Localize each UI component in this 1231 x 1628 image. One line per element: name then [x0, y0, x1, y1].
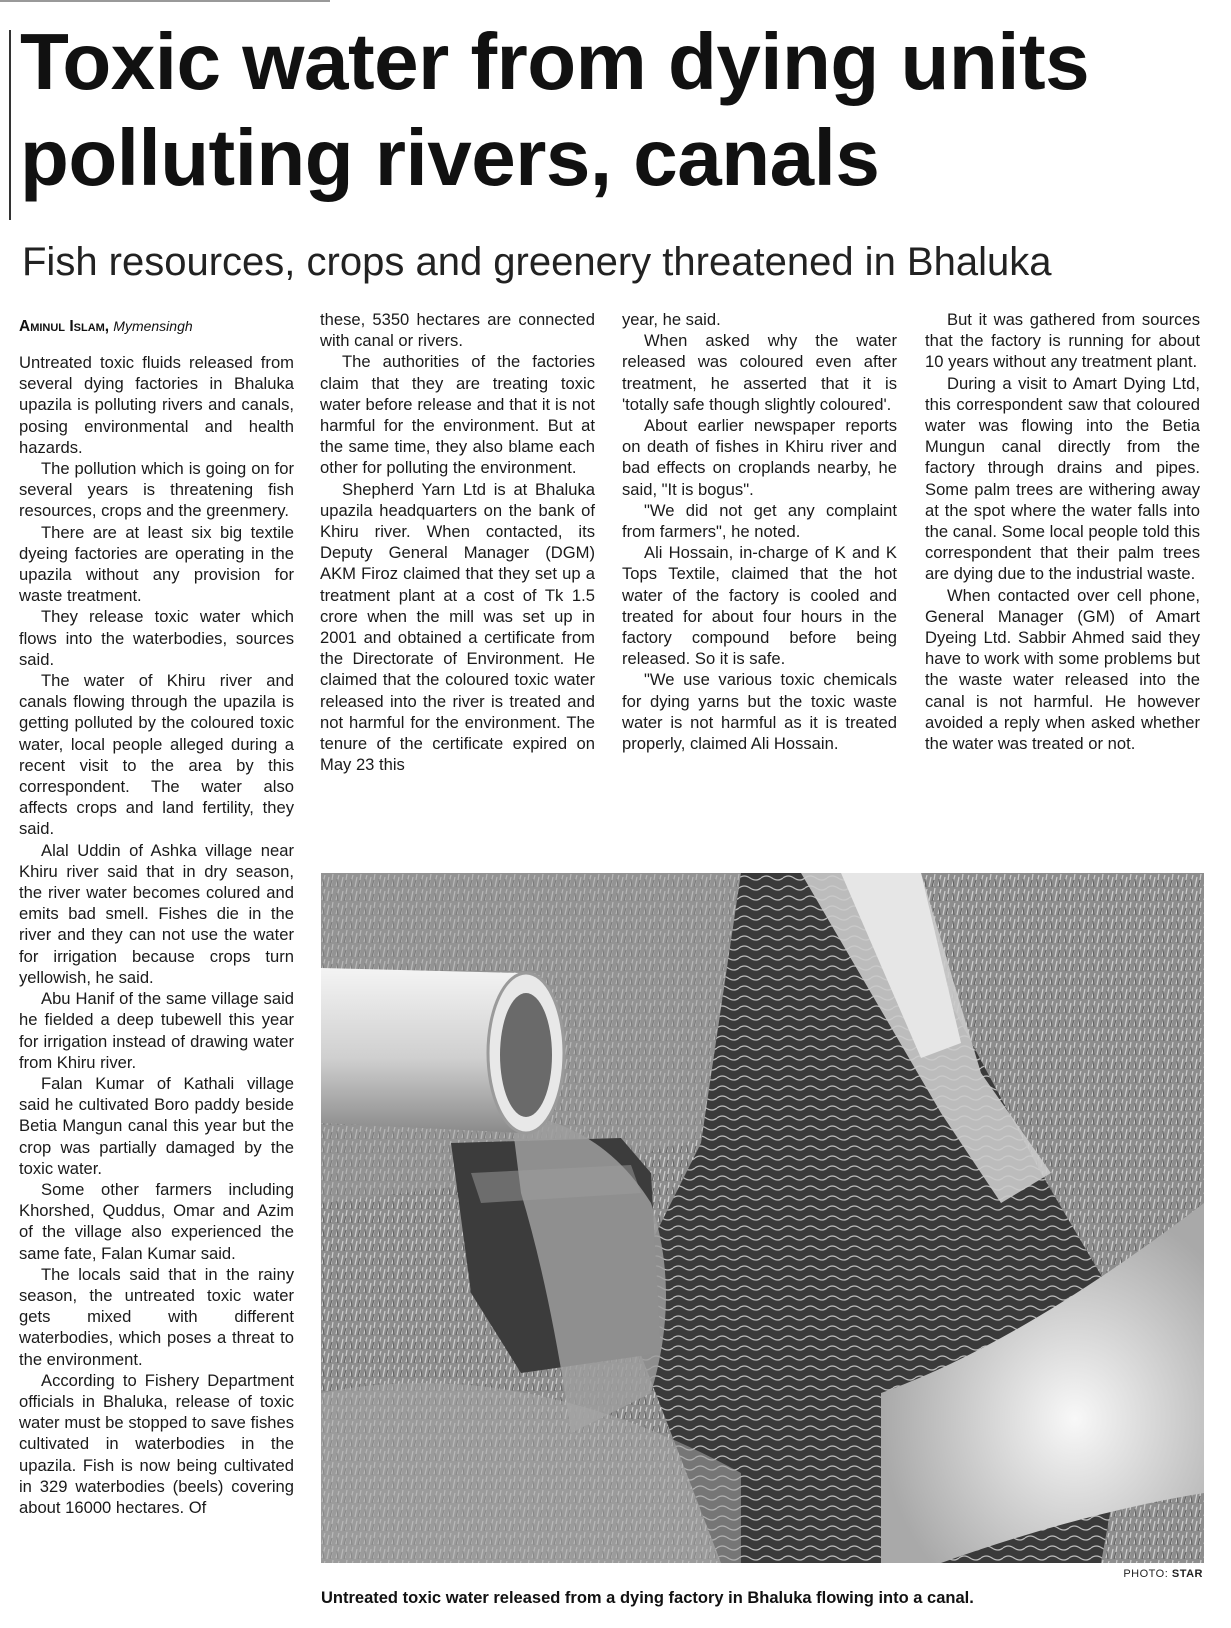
- article-column-2: [320, 309, 595, 775]
- article-column-3: [622, 309, 897, 754]
- paragraph: They release toxic water which flows into the waterbodies, sources said.: [19, 607, 294, 669]
- author-location: Mymensingh: [113, 318, 193, 334]
- paragraph: The locals said that in the rainy season, the untreated toxic water gets mixed with different waterbodies, which poses a threat to the environment.: [19, 1264, 294, 1369]
- photo-credit: [1000, 1568, 1203, 1580]
- paragraph: The pollution which is going on for several years is threatening fish resources, crops and the greenmery.: [19, 459, 294, 521]
- headline-side-rule: [9, 30, 11, 220]
- paragraph: The water of Khiru river and canals flowing through the upazila is getting polluted by the coloured toxic water, local people alleged during a recent visit to the area by this correspondent. The water also affects crops and land fertility, they said.: [19, 671, 294, 839]
- news-photo: [321, 873, 1204, 1563]
- article-column-1: [19, 352, 294, 1518]
- paragraph: these, 5350 hectares are connected with canal or rivers.: [320, 310, 595, 351]
- subheadline: Fish resources, crops and greenery threatened in Bhaluka: [22, 240, 1052, 284]
- photo-credit-prefix: PHOTO:: [1123, 1568, 1169, 1580]
- paragraph: Shepherd Yarn Ltd is at Bhaluka upazila headquarters on the bank of Khiru river. When contacted, its Deputy General Manager (DGM) AKM Firoz claimed that they set up a treatment plant at a cost of Tk 1.5 crore when the mill was set up in 2001 and obtained a certificate from the Directorate of Environment. He claimed that the coloured toxic water released into the river is treated and not harmful for the environment. The tenure of the certificate expired on May 23 this: [320, 479, 595, 775]
- paragraph: Alal Uddin of Ashka village near Khiru river said that in dry season, the river water becomes colured and emits bad smell. Fishes die in the river and they can not use the water for irrigation because crops turn yellowish, he said.: [19, 840, 294, 987]
- top-rule: [0, 0, 330, 2]
- paragraph: The authorities of the factories claim that they are treating toxic water before release and that it is not harmful for the environment. But at the same time, they also blame each other for polluting the environment.: [320, 352, 595, 478]
- paragraph: Falan Kumar of Kathali village said he cultivated Boro paddy beside Betia Mangun canal this year but the crop was partially damaged by the toxic water.: [19, 1073, 294, 1178]
- headline: Toxic water from dying units polluting rivers, canals: [20, 17, 1090, 202]
- paragraph: Abu Hanif of the same village said he fielded a deep tubewell this year for irrigation instead of drawing water from Khiru river.: [19, 989, 294, 1072]
- paragraph: Untreated toxic fluids released from several dying factories in Bhaluka upazila is polluting rivers and canals, posing environmental and health hazards.: [19, 353, 294, 457]
- paragraph: But it was gathered from sources that the factory is running for about 10 years without any treatment plant.: [925, 310, 1200, 372]
- paragraph: When asked why the water released was coloured even after treatment, he asserted that it is 'totally safe though slightly coloured'.: [622, 331, 897, 414]
- paragraph: year, he said.: [622, 310, 721, 329]
- paragraph: There are at least six big textile dyeing factories are operating in the upazila without any provision for waste treatment.: [19, 522, 294, 606]
- author-name: Aminul Islam,: [19, 318, 110, 335]
- paragraph: About earlier newspaper reports on death of fishes in Khiru river and bad effects on croplands nearby, he said, "It is bogus".: [622, 416, 897, 499]
- paragraph: "We did not get any complaint from farmers", he noted.: [622, 500, 897, 542]
- paragraph: Some other farmers including Khorshed, Quddus, Omar and Azim of the village also experienced the same fate, Falan Kumar said.: [19, 1179, 294, 1263]
- byline: [19, 316, 193, 337]
- photo-caption: Untreated toxic water released from a dying factory in Bhaluka flowing into a canal.: [321, 1589, 974, 1607]
- photo-credit-source: STAR: [1171, 1568, 1203, 1580]
- paragraph: "We use various toxic chemicals for dying yarns but the toxic waste water is not harmful as it is treated properly, claimed Ali Hossain.: [622, 670, 897, 754]
- paragraph: Ali Hossain, in-charge of K and K Tops Textile, claimed that the hot water of the factory is cooled and treated for about four hours in the factory compound before being released. So it is safe.: [622, 543, 897, 669]
- paragraph: According to Fishery Department officials in Bhaluka, release of toxic water must be stopped to save fishes cultivated in waterbodies in the upazila. Fish is now being cultivated in 329 waterbodies (beels) covering about 16000 hectares. Of: [19, 1370, 294, 1517]
- paragraph: When contacted over cell phone, General Manager (GM) of Amart Dyeing Ltd. Sabbir Ahmed said they have to work with some problems but the waste water released into the canal is not harmful. He however avoided a reply when asked whether the water was treated or not.: [925, 585, 1200, 754]
- paragraph: During a visit to Amart Dying Ltd, this correspondent saw that coloured water was flowing into the Betia Mungun canal directly from the factory through drains and pipes. Some palm trees are withering away at the spot where the water falls into the canal. Some local people told this correspondent that their palm trees are dying due to the industrial waste.: [925, 373, 1200, 584]
- article-column-4: [925, 309, 1200, 754]
